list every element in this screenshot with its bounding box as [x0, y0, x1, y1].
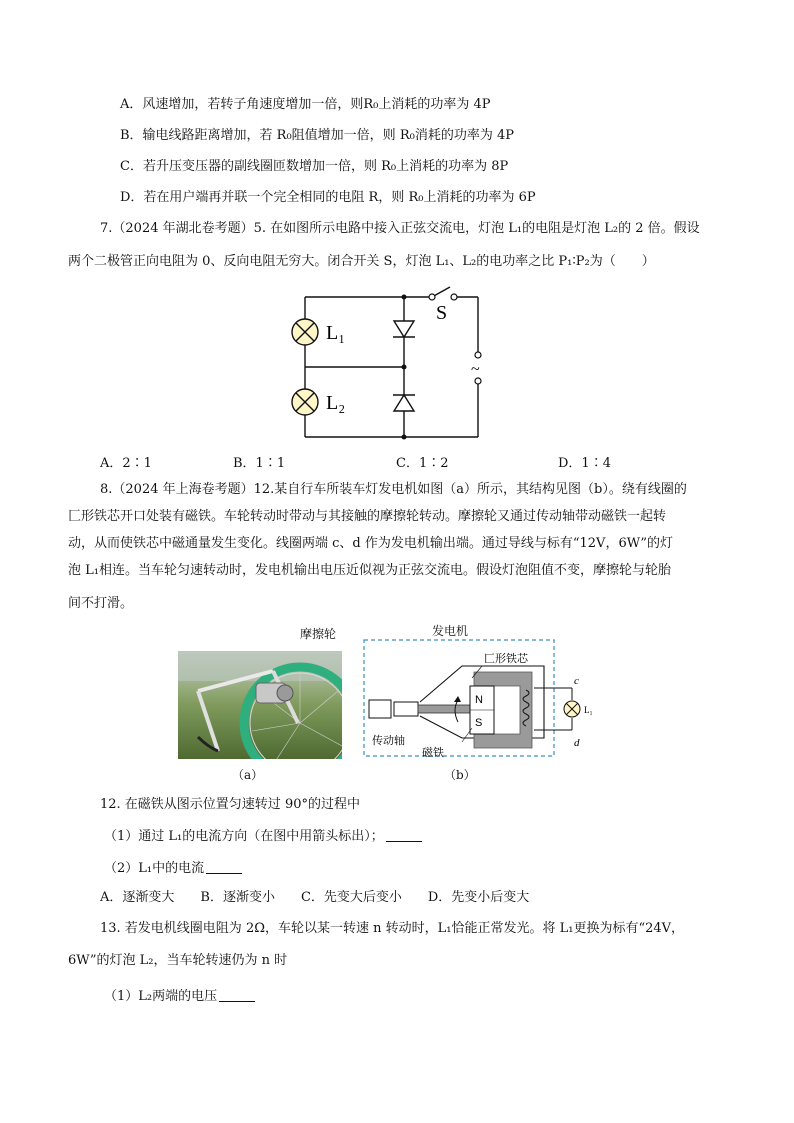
q8-stem-line5: 间不打滑。 [68, 596, 134, 611]
generator-title: 发电机 [432, 624, 469, 638]
friction-wheel-label: 摩擦轮 [300, 627, 337, 641]
q12-sub2: （2）L₁中的电流 [104, 860, 242, 878]
q7-option-a: A．2∶1 [100, 456, 152, 471]
bicycle-photo [178, 651, 342, 759]
lamp-l1-icon [292, 319, 318, 345]
q12-stem: 12. 在磁铁从图示位置匀速转过 90°的过程中 [100, 797, 360, 812]
lamp-l2-label: L₂ [326, 392, 346, 414]
q6-option-b: B．输电线路距离增加，若 R₀阻值增加一倍，则 R₀消耗的功率为 4P [120, 128, 514, 143]
q8-stem-line4: 泡 L₁相连。当车轮匀速转动时，发电机输出电压近似视为正弦交流电。假设灯泡阻值不变，摩擦轮与轮胎 [68, 563, 671, 578]
terminal-c-label: c [574, 675, 579, 687]
terminal-d-label: d [574, 737, 580, 749]
shaft-label: 传动轴 [372, 734, 405, 747]
diode-upper-icon [393, 321, 415, 337]
magnet-s-label: S [475, 717, 483, 729]
generator-structure-diagram [362, 638, 612, 760]
q7-stem-line2: 两个二极管正向电阻为 0、反向电阻无穷大。闭合开关 S，灯泡 L₁、L₂的电功率之比 P₁∶P₂为（ ） [68, 254, 655, 269]
q12-options: A．逐渐变大 B．逐渐变小 C．先变大后变小 D．先变小后变大 [100, 890, 530, 905]
lamp-l1-output-label: L₁ [584, 705, 593, 715]
fig-a-caption: （a） [232, 768, 264, 782]
magnet-label: 磁铁 [422, 746, 444, 759]
q7-option-d: D．1∶4 [558, 456, 611, 471]
fig-b-caption: （b） [444, 768, 476, 782]
diode-lower-icon [393, 395, 415, 411]
magnet-n-label: N [475, 694, 483, 706]
ac-source-label: ~ [471, 361, 480, 378]
q13-sub1: （1）L₂两端的电压 [104, 988, 255, 1006]
q12-sub1: （1）通过 L₁的电流方向（在图中用箭头标出）； [104, 828, 422, 846]
q8-stem-line3: 动，从而使铁芯中磁通量发生变化。线圈两端 c、d 作为发电机输出端。通过导线与标有“12V，6W”的灯 [68, 536, 673, 551]
q6-option-a: A．风速增加，若转子角速度增加一倍，则R₀上消耗的功率为 4P [120, 97, 491, 112]
q7-stem-line1: 7.（2024 年湖北卷考题）5. 在如图所示电路中接入正弦交流电，灯泡 L₁的电阻是灯泡 L₂的 2 倍。假设 [100, 221, 700, 236]
q8-stem-line2: 匚形铁芯开口处装有磁铁。车轮转动时带动与其接触的摩擦轮转动。摩擦轮又通过传动轴带动磁铁一起转 [68, 509, 667, 524]
q13-stem-line2: 6W”的灯泡 L₂，当车轮转速仍为 n 时 [68, 953, 288, 968]
lamp-l1-output-icon [564, 701, 580, 717]
q7-option-b: B．1∶1 [233, 456, 286, 471]
lamp-l2-icon [292, 389, 318, 415]
q7-option-c: C．1∶2 [396, 456, 449, 471]
u-core-label: 匚形铁芯 [484, 652, 528, 665]
q6-option-c: C．若升压变压器的副线圈匝数增加一倍，则 R₀上消耗的功率为 8P [120, 159, 509, 174]
switch-label: S [436, 302, 448, 324]
q13-stem-line1: 13. 若发电机线圈电阻为 2Ω，车轮以某一转速 n 转动时，L₁恰能正常发光。将 L₁更换为标有“24V， [100, 921, 685, 936]
q12-sub1-answer-blank[interactable] [386, 828, 422, 842]
diode-circuit-diagram [280, 285, 500, 445]
q13-sub1-answer-blank[interactable] [219, 988, 255, 1002]
lamp-l1-label: L₁ [326, 322, 346, 344]
q6-option-d: D．若在用户端再并联一个完全相同的电阻 R，则 R₀上消耗的功率为 6P [120, 190, 536, 205]
q12-sub2-answer-blank[interactable] [206, 860, 242, 874]
q8-stem-line1: 8.（2024 年上海卷考题）12.某自行车所装车灯发电机如图（a）所示，其结构见图（b）。绕有线圈的 [100, 482, 687, 497]
